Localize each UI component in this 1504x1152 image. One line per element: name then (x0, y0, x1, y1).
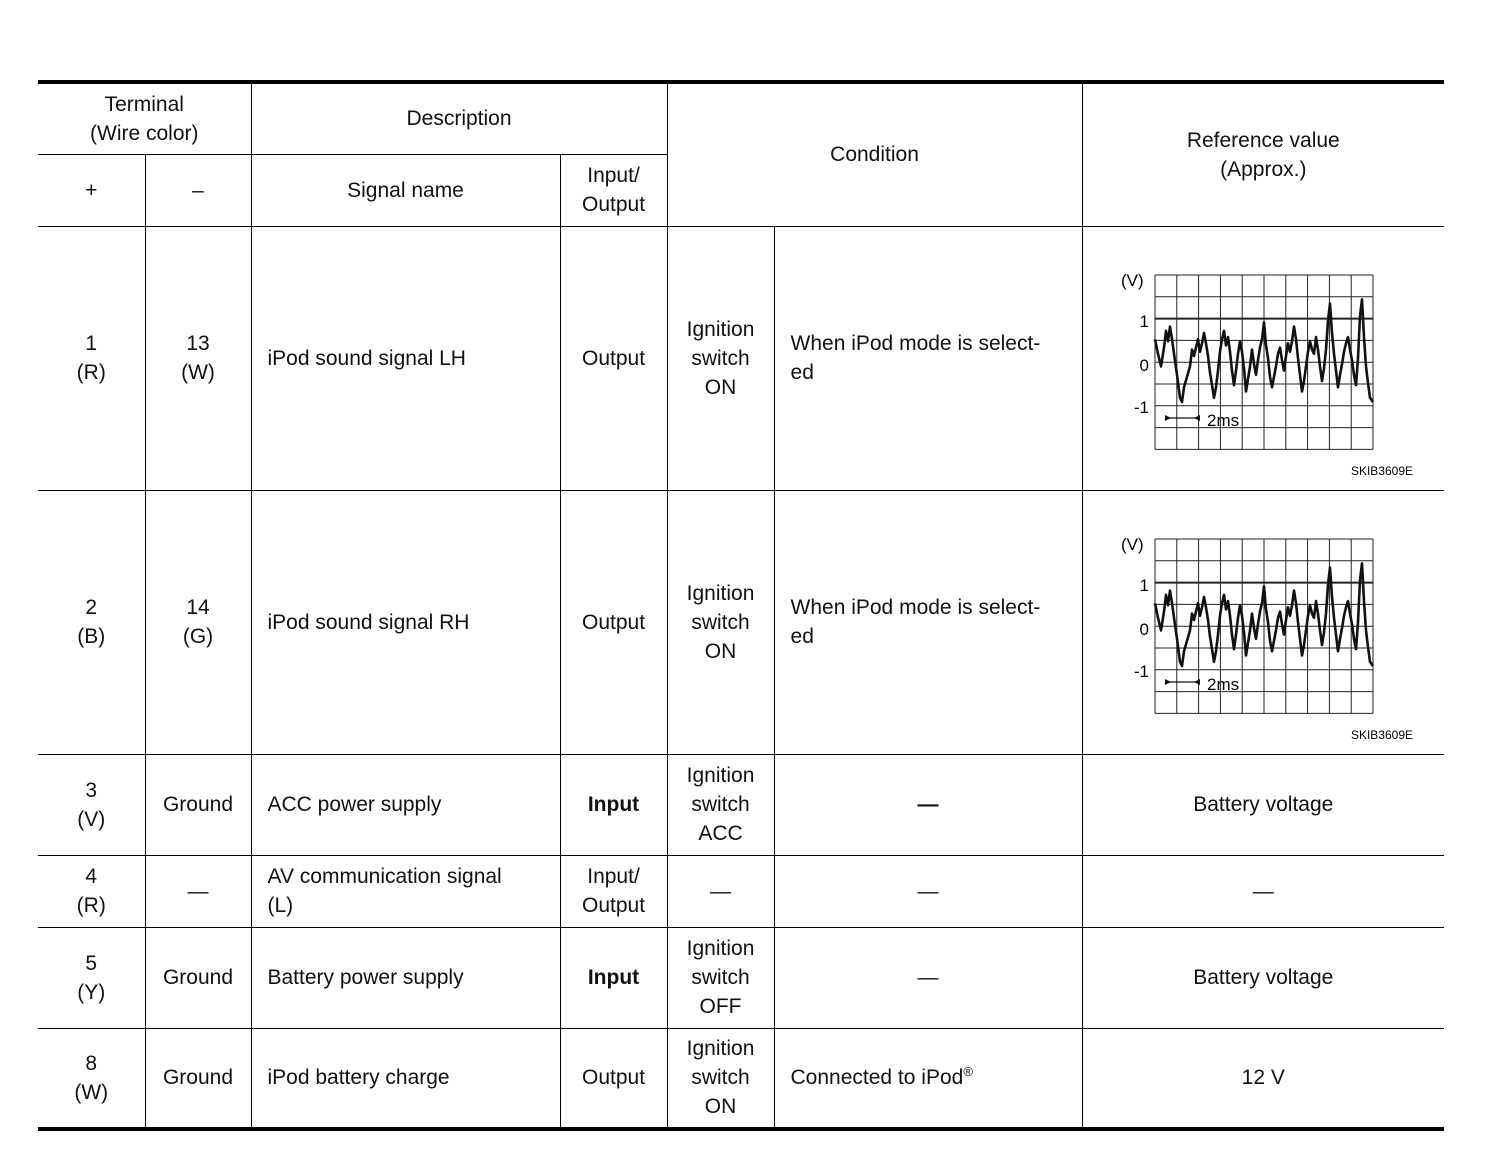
condition-state: — (667, 855, 774, 927)
terminal-header-line1: Terminal (104, 92, 184, 116)
minus-terminal (145, 226, 251, 490)
reference-value: 12 V (1082, 1028, 1444, 1129)
reference-header (1082, 82, 1444, 226)
signal-name-line: (L) (267, 894, 294, 917)
io-value: Input (560, 754, 667, 855)
plus-terminal (38, 490, 145, 754)
y-tick-label: 0 (1139, 620, 1149, 639)
y-tick-label: -1 (1133, 398, 1149, 417)
reference-value: — (1082, 855, 1444, 927)
condition-state-line: ON (704, 375, 737, 399)
terminal-header-line2: (Wire color) (90, 121, 199, 145)
condition-state-line: OFF (699, 995, 742, 1018)
wire-color: (Y) (77, 980, 106, 1004)
plus-terminal (38, 1028, 145, 1129)
table-row (38, 226, 1444, 490)
reference-value: Battery voltage (1082, 754, 1444, 855)
minus-terminal: Ground (145, 927, 251, 1028)
terminal-number: 14 (186, 596, 210, 619)
signal-name-header: Signal name (251, 154, 560, 226)
plus-header: + (38, 154, 145, 226)
condition-state (667, 754, 774, 855)
waveform-grid (1155, 539, 1373, 713)
condition-state-line: switch (691, 1066, 750, 1090)
condition-state-line: Ignition (686, 581, 755, 605)
io-value-line: Input/ (587, 865, 640, 888)
reference-waveform (1082, 490, 1444, 754)
condition-detail-text: Connected to iPod (790, 1066, 964, 1090)
time-scale-label: 2ms (1206, 411, 1239, 430)
signal-name: iPod battery charge (251, 1028, 560, 1129)
reference-header-line2: (Approx.) (1220, 157, 1307, 181)
y-tick-label: 0 (1139, 356, 1149, 375)
io-value: Input (560, 927, 667, 1028)
condition-state-line: Ignition (686, 317, 755, 341)
io-header-line1: Input/ (587, 164, 640, 187)
time-scale-marker (1165, 679, 1200, 685)
wire-color: (W) (181, 361, 215, 384)
condition-detail (774, 226, 1082, 490)
condition-state-line: ACC (698, 822, 743, 845)
condition-state-line: switch (691, 610, 750, 634)
y-unit-label: (V) (1120, 271, 1144, 290)
y-unit-label: (V) (1120, 535, 1144, 554)
figure-code: SKIB3609E (1350, 728, 1413, 742)
io-value-line: Output (581, 894, 646, 917)
wire-color: (R) (76, 894, 106, 917)
terminal-number: 13 (186, 332, 210, 355)
y-tick-label: 1 (1139, 576, 1149, 595)
wire-color: (V) (77, 807, 106, 831)
minus-header: – (145, 154, 251, 226)
signal-name (251, 855, 560, 927)
condition-state-line: Ignition (686, 1037, 755, 1061)
condition-detail-line: ed (790, 361, 814, 384)
table-row (38, 927, 1444, 1028)
reference-header-line1: Reference value (1186, 128, 1340, 152)
condition-state (667, 1028, 774, 1129)
condition-state (667, 927, 774, 1028)
io-header (560, 154, 667, 226)
header-row-1 (38, 82, 1444, 154)
condition-state (667, 490, 774, 754)
terminal-number: 8 (85, 1051, 98, 1075)
condition-state-line: switch (691, 346, 750, 370)
terminal-header (38, 82, 251, 154)
io-value (560, 855, 667, 927)
condition-detail (774, 1028, 1082, 1129)
condition-detail-line: When iPod mode is select- (790, 596, 1041, 619)
wire-color: (R) (76, 361, 106, 384)
condition-detail: — (774, 754, 1082, 855)
condition-detail-line: When iPod mode is select- (790, 332, 1041, 355)
reference-waveform (1082, 226, 1444, 490)
terminal-number: 4 (85, 865, 98, 888)
table-row (38, 1028, 1444, 1129)
plus-terminal (38, 927, 145, 1028)
table-row (38, 754, 1444, 855)
terminal-number: 1 (85, 332, 98, 355)
condition-state-line: switch (691, 793, 750, 816)
wire-color: (B) (77, 625, 106, 648)
minus-terminal (145, 490, 251, 754)
registered-mark: ® (963, 1064, 973, 1080)
waveform-graph (1083, 491, 1445, 753)
plus-terminal (38, 855, 145, 927)
terminal-reference-table (38, 80, 1444, 1131)
condition-header: Condition (667, 82, 1082, 226)
minus-terminal: Ground (145, 1028, 251, 1129)
minus-terminal: — (145, 855, 251, 927)
table-row (38, 490, 1444, 754)
condition-state-line: ON (704, 639, 737, 663)
time-scale-label: 2ms (1206, 675, 1239, 694)
io-value: Output (560, 226, 667, 490)
condition-state-line: ON (704, 1095, 737, 1119)
terminal-number: 2 (85, 596, 98, 619)
condition-state (667, 226, 774, 490)
io-header-line2: Output (581, 193, 646, 216)
y-tick-label: 1 (1139, 312, 1149, 331)
condition-detail: — (774, 855, 1082, 927)
condition-detail-line: ed (790, 625, 814, 648)
terminal-number: 3 (85, 778, 98, 802)
io-value: Output (560, 1028, 667, 1129)
plus-terminal (38, 754, 145, 855)
wire-color: (G) (182, 625, 214, 648)
wire-color: (W) (74, 1080, 109, 1104)
reference-value: Battery voltage (1082, 927, 1444, 1028)
condition-state-line: Ignition (686, 937, 755, 960)
waveform-graph (1083, 227, 1445, 489)
signal-name: iPod sound signal RH (251, 490, 560, 754)
signal-name: ACC power supply (251, 754, 560, 855)
condition-detail: — (774, 927, 1082, 1028)
signal-name: iPod sound signal LH (251, 226, 560, 490)
plus-terminal (38, 226, 145, 490)
condition-state-line: Ignition (686, 764, 755, 787)
signal-name-line: AV communication signal (267, 865, 502, 888)
y-tick-label: -1 (1133, 662, 1149, 681)
terminal-number: 5 (85, 951, 98, 975)
condition-detail (774, 490, 1082, 754)
table-row (38, 855, 1444, 927)
figure-code: SKIB3609E (1350, 464, 1413, 478)
description-header: Description (251, 82, 667, 154)
waveform-grid (1155, 275, 1373, 449)
signal-name: Battery power supply (251, 927, 560, 1028)
minus-terminal: Ground (145, 754, 251, 855)
time-scale-marker (1165, 415, 1200, 421)
condition-state-line: switch (691, 966, 750, 989)
io-value: Output (560, 490, 667, 754)
